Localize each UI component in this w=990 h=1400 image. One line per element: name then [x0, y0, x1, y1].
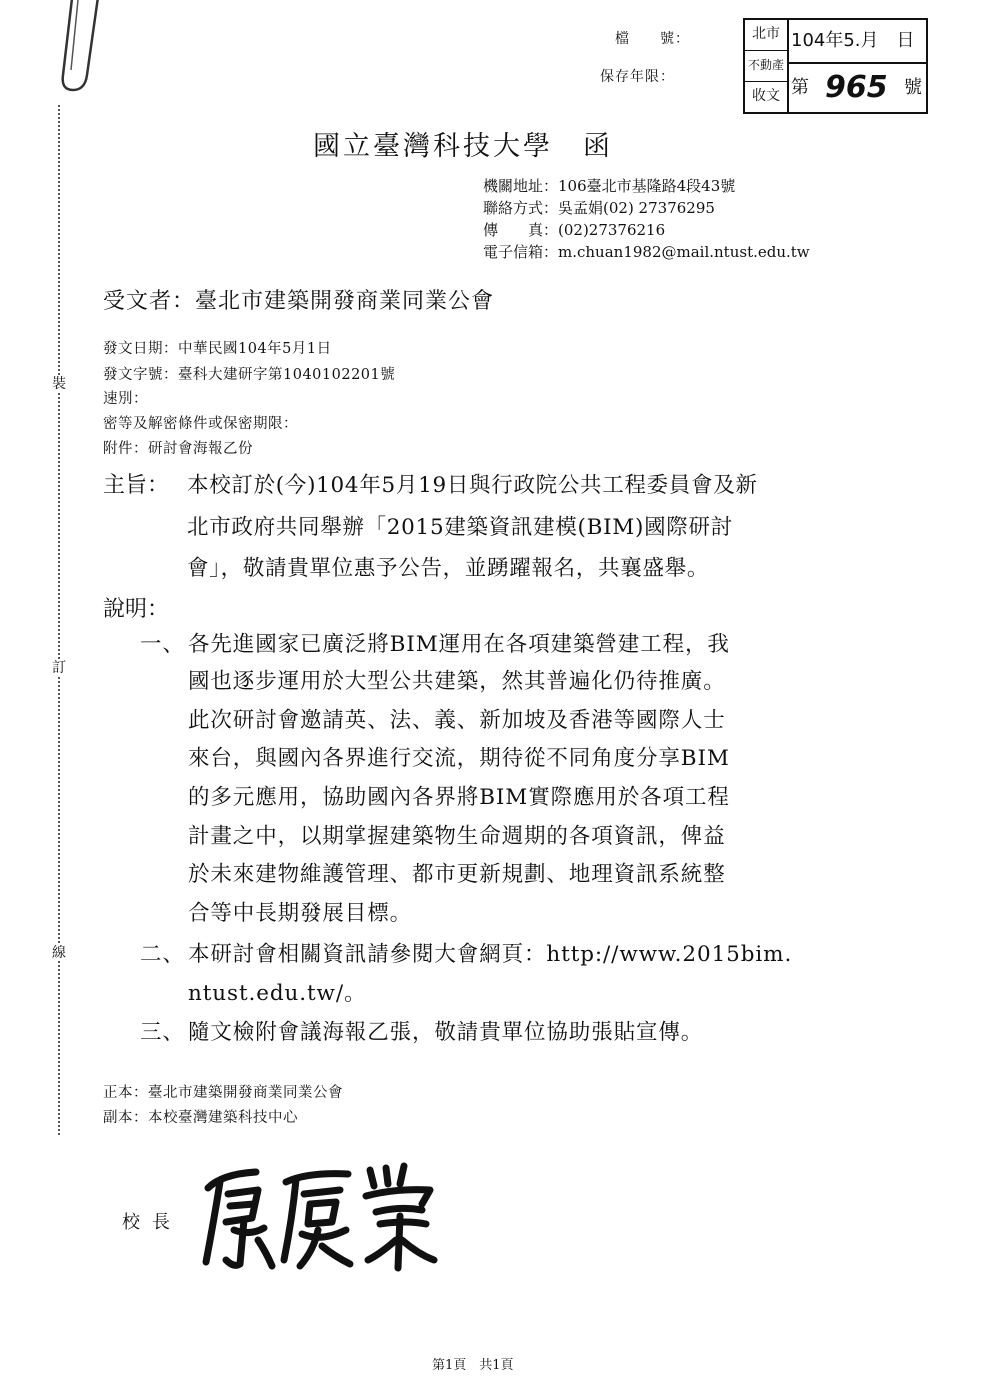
issue-date: 發文日期：中華民國104年5月1日 — [103, 341, 332, 357]
item-line: 於未來建物維護管理、都市更新規劃、地理資訊系統整 — [188, 862, 726, 887]
binding-mark-ding: 訂 — [52, 660, 66, 676]
item-number-2: 二、 — [140, 942, 185, 967]
file-number-label: 檔 號： — [615, 31, 690, 47]
copy-recipient: 副本：本校臺灣建築科技中心 — [103, 1110, 298, 1126]
item-number-3: 三、 — [140, 1020, 185, 1045]
stamp-org-line3: 收文 — [752, 88, 780, 104]
item-line: 合等中長期發展目標。 — [188, 901, 413, 926]
item-line: 計畫之中，以期掌握建築物生命週期的各項資訊，俾益 — [188, 824, 726, 849]
item-line: 的多元應用，協助國內各界將BIM實際應用於各項工程 — [188, 785, 730, 810]
recipient: 受文者：臺北市建築開發商業同業公會 — [103, 289, 495, 314]
stamp-number-handwritten: 965 — [825, 70, 888, 105]
speed-class: 速別： — [103, 391, 148, 407]
secrecy-level: 密等及解密條件或保密期限： — [103, 416, 298, 432]
item-line: 隨文檢附會議海報乙張，敬請貴單位協助張貼宣傳。 — [188, 1020, 704, 1045]
stamp-number-suffix: 號 — [904, 77, 922, 98]
stamp-org-line1: 北市 — [745, 20, 787, 51]
item-line: ntust.edu.tw/。 — [188, 981, 367, 1006]
item-line: 國也逐步運用於大型公共建築，然其普遍化仍待推廣。 — [188, 669, 726, 694]
stamp-number-row — [789, 64, 926, 112]
item-line: 來台，與國內各界進行交流，期待從不同角度分享BIM — [188, 746, 730, 771]
contact-email: 電子信箱：m.chuan1982@mail.ntust.edu.tw — [483, 243, 810, 261]
subject-line: 本校訂於(今)104年5月19日與行政院公共工程委員會及新 — [187, 473, 758, 498]
subject-label: 主旨： — [103, 473, 170, 498]
binding-mark-zhuang: 裝 — [52, 376, 66, 392]
item-line: 本研討會相關資訊請參閱大會網頁：http://www.2015bim. — [188, 942, 793, 967]
contact-fax: 傳 真：(02)27376216 — [483, 221, 666, 239]
stamp-org-line2: 不動產 — [745, 51, 787, 82]
paper-clip-icon — [55, 0, 115, 100]
retention-period-label: 保存年限： — [600, 69, 675, 85]
contact-person: 聯絡方式：吳孟娟(02) 27376295 — [483, 199, 715, 217]
subject-line: 會」，敬請貴單位惠予公告，並踴躍報名，共襄盛舉。 — [187, 556, 710, 581]
principal-label: 校長 — [122, 1212, 182, 1233]
original-recipient: 正本：臺北市建築開發商業同業公會 — [103, 1085, 343, 1101]
principal-signature — [200, 1160, 440, 1275]
stamp-org — [745, 20, 789, 112]
item-line: 此次研討會邀請英、法、義、新加坡及香港等國際人士 — [188, 708, 726, 733]
document-number: 發文字號：臺科大建研字第1040102201號 — [103, 367, 396, 383]
attachment: 附件：研討會海報乙份 — [103, 441, 253, 457]
stamp-number-prefix: 第 — [791, 77, 809, 98]
stamp-date: 104年5.月 日 — [789, 20, 928, 64]
subject-line: 北市政府共同舉辦「2015建築資訊建模(BIM)國際研討 — [187, 515, 733, 540]
document-title: 國立臺灣科技大學 函 — [313, 131, 613, 162]
explanation-label: 說明： — [103, 597, 170, 622]
page-footer: 第1頁 共1頁 — [432, 1358, 514, 1373]
item-line: 各先進國家已廣泛將BIM運用在各項建築營建工程，我 — [188, 632, 730, 657]
contact-address: 機關地址：106臺北市基隆路4段43號 — [483, 177, 736, 195]
binding-dotted-line — [58, 105, 60, 1135]
receipt-stamp — [743, 18, 928, 114]
item-number-1: 一、 — [140, 632, 185, 657]
binding-mark-xian: 線 — [52, 945, 66, 961]
